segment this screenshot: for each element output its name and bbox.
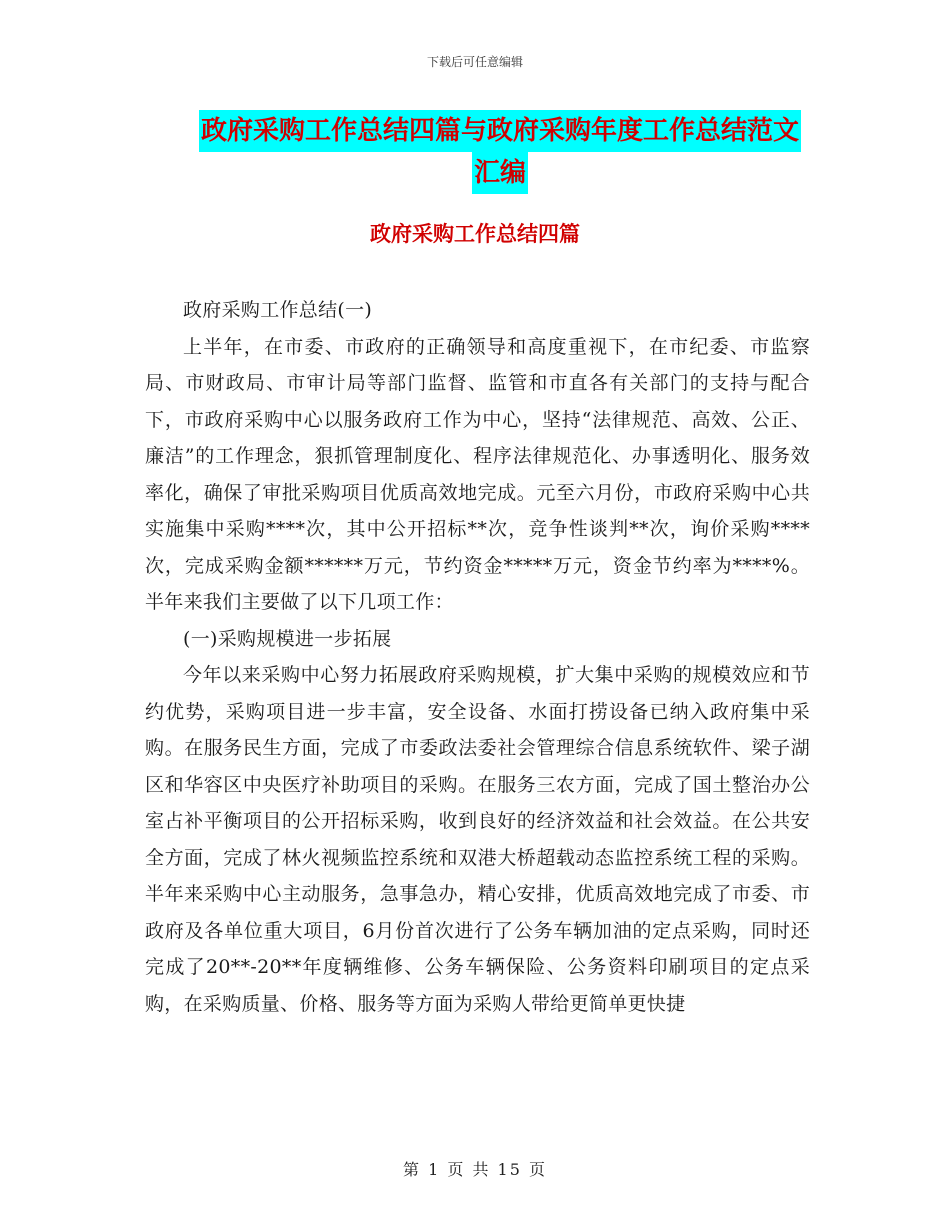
- paragraph-heading-1: 政府采购工作总结(一): [183, 299, 373, 321]
- page-footer: 第 1 页 共 15 页: [403, 1160, 547, 1179]
- document-title-line-2: 汇编: [472, 152, 528, 194]
- document-body: [145, 292, 810, 1022]
- section-title: 政府采购工作总结四篇: [370, 222, 580, 246]
- paragraph-heading-2: (一)采购规模进一步拓展: [183, 627, 392, 650]
- page-header-note: 下载后可任意编辑: [426, 55, 523, 69]
- paragraph: 上半年，在市委、市政府的正确领导和高度重视下，在市纪委、市监察局、市财政局、市审计局等部门监督、监管和市直各有关部门的支持与配合下，市政府采购中心以服务政府工作为中心，坚持“法律规范、高效、公正、廉洁”的工作理念，狠抓管理制度化、程序法律规范化、办事透明化、服务效率化，确保了审批采购项目优质高效地完成。元至六月份，市政府采购中心共实施集中采购****次，其中公开招标**次，竞争性谈判**次，询价采购****次，完成采购金额******万元，节约资金*****万元，资金节约率为****%。半年来我们主要做了以下几项工作：: [145, 335, 810, 613]
- document-title-line-1: 政府采购工作总结四篇与政府采购年度工作总结范文: [199, 110, 801, 152]
- paragraph: 今年以来采购中心努力拓展政府采购规模，扩大集中采购的规模效应和节约优势，采购项目进一步丰富，安全设备、水面打捞设备已纳入政府集中采购。在服务民生方面，完成了市委政法委社会管理综合信息系统软件、梁子湖区和华容区中央医疗补助项目的采购。在服务三农方面，完成了国土整治办公室占补平衡项目的公开招标采购，收到良好的经济效益和社会效益。在公共安全方面，完成了林火视频监控系统和双港大桥超载动态监控系统工程的采购。半年来采购中心主动服务，急事急办，精心安排，优质高效地完成了市委、市政府及各单位重大项目，6月份首次进行了公务车辆加油的定点采购，同时还完成了20**-20**年度辆维修、公务车辆保险、公务资料印刷项目的定点采购，在采购质量、价格、服务等方面为采购人带给更简单更快捷: [145, 664, 810, 1015]
- document-title: [190, 110, 810, 194]
